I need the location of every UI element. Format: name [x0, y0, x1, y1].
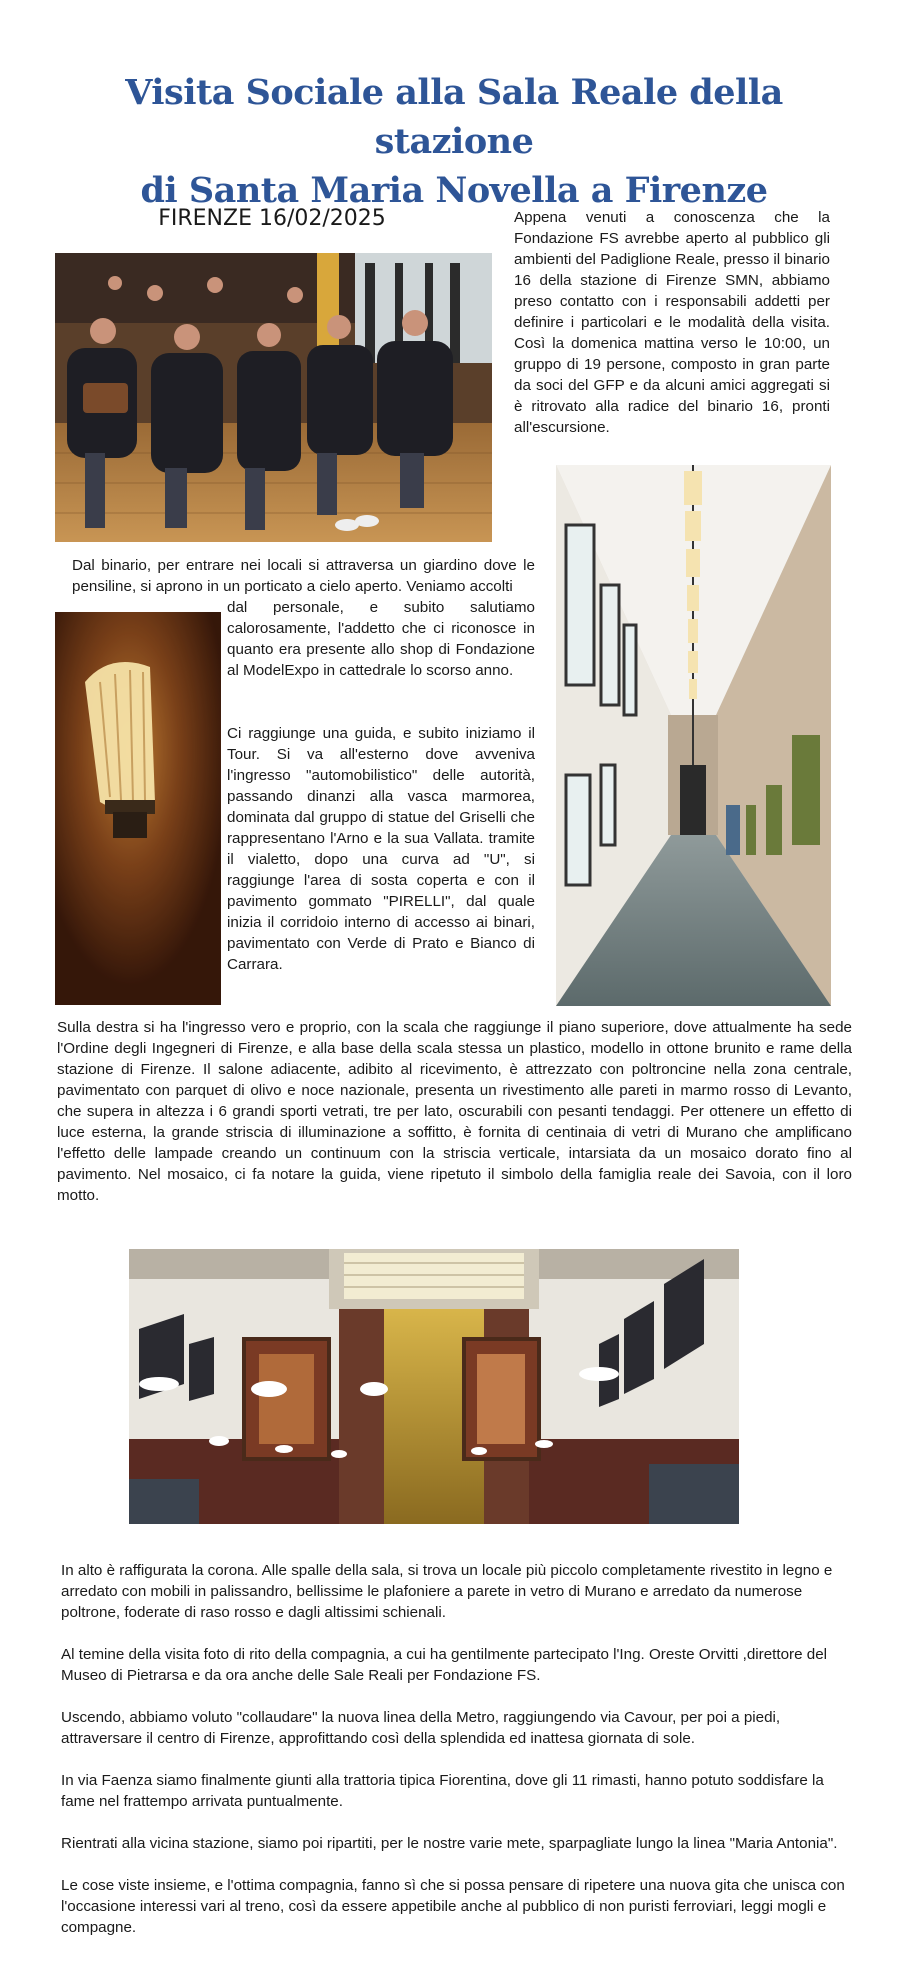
closing-paragraph: In alto è raffigurata la corona. Alle spalle della sala, si trova un locale più piccolo completamente rivestito in legno e arredato con mobili in palissandro, bellissime le plafoniere a parete in vetro di Murano e arredato da numerose poltrone, foderate di raso rosso e dagli altissimi schienali.	[61, 1562, 833, 1621]
corridor-photo	[556, 465, 831, 1006]
closing-paragraph: In via Faenza siamo finalmente giunti alla trattoria tipica Fiorentina, dove gli 11 rimasti, hanno potuto soddisfare la fame nel frattempo arrivata puntualmente.	[61, 1772, 824, 1810]
intro-paragraph: Appena venuti a conoscenza che la Fondazione FS avrebbe aperto al pubblico gli ambienti del Padiglione Reale, presso il binario 16 della stazione di Firenze SMN, abbiamo preso contatto con i responsabili addetti per definire i particolari e le modalità della visita. Così la domenica mattina verso le 10:00, un gruppo di 19 persone, composto in gran parte da soci del GFP e da alcuni amici aggregati si è ritrovato alla radice del binario 16, pronti all'escursione.	[514, 209, 830, 436]
closing-paragraph: Al temine della visita foto di rito della compagnia, a cui ha gentilmente partecipato l'Ing. Oreste Orvitti ,direttore del Museo di Pietrarsa e da ora anche delle Sale Reali per Fondazione FS.	[61, 1646, 828, 1684]
lamp-photo	[55, 612, 221, 1005]
guide-paragraph: Ci raggiunge una guida, e subito iniziamo il Tour. Si va all'esterno dove avveniva l'ingresso "automobilistico" delle autorità, passando dinanzi alla vasca marmorea, dominata dal gruppo di statue del Griselli che rappresentano l'Arno e la sua Vallata. tramite il vialetto, dopo una curva ad "U", si raggiunge l'area di sosta coperta e con il pavimento gommato "PIRELLI", dal quale inizia il corridoio interno di accesso ai binari, pavimentato con Verde di Prato e Bianco di Carrara.	[227, 725, 535, 973]
hall-photo	[129, 1249, 739, 1524]
closing-paragraph: Rientrati alla vicina stazione, siamo poi ripartiti, per le nostre varie mete, sparpagliate lungo la linea "Maria Antonia".	[61, 1835, 838, 1852]
closing-paragraph: Uscendo, abbiamo voluto "collaudare" la nuova linea della Metro, raggiungendo via Cavour, per poi a piedi, attraversare il centro di Firenze, approfittando così della splendida ed inattesa giornata di sole.	[61, 1709, 781, 1747]
page-title	[40, 68, 868, 215]
garden-paragraph-side: dal personale, e subito salutiamo calorosamente, l'addetto che ci riconosce in quanto era presente allo shop di Fondazione al ModelExpo in cattedrale lo scorso anno.	[227, 599, 535, 679]
closing-section	[61, 1560, 846, 1959]
dateline: FIRENZE 16/02/2025	[158, 206, 386, 231]
title-line-1: Visita Sociale alla Sala Reale della stazione	[125, 72, 783, 162]
group-photo	[55, 253, 492, 542]
title-line-2: di Santa Maria Novella a Firenze	[140, 170, 768, 211]
closing-paragraph: Le cose viste insieme, e l'ottima compagnia, fanno sì che si possa pensare di ripetere una nuova gita che unisca con l'occasione interessi vari al treno, così da essere appetibile anche al pubblico di non puristi ferroviari, leggi mogli e compagne.	[61, 1877, 845, 1936]
garden-paragraph-top: Dal binario, per entrare nei locali si attraversa un giardino dove le pensiline, si aprono in un porticato a cielo aperto. Veniamo accolti	[72, 557, 535, 595]
hall-paragraph: Sulla destra si ha l'ingresso vero e proprio, con la scala che raggiunge il piano superiore, dove attualmente ha sede l'Ordine degli Ingegneri di Firenze, e alla base della scala stessa un plastico, modello in ottone brunito e rame della stazione di Firenze. Il salone adiacente, adibito al ricevimento, è attrezzato con poltroncine nella zona centrale, pavimentato con parquet di olivo e noce nazionale, presenta un rivestimento alle pareti in marmo rosso di Levanto, che supera in altezza i 6 grandi sporti vetrati, tre per lato, oscurabili con pesanti tendaggi. Per ottenere un effetto di luce esterna, la grande striscia di illuminazione a soffitto, è fornita di centinaia di vetri di Murano che amplificano l'effetto delle lampade creando un continuum con la striscia verticale, intarsiata da un mosaico dorato fino al pavimento. Nel mosaico, ci fa notare la guida, viene ripetuto il simbolo della famiglia reale dei Savoia, con il loro motto.	[57, 1019, 852, 1204]
